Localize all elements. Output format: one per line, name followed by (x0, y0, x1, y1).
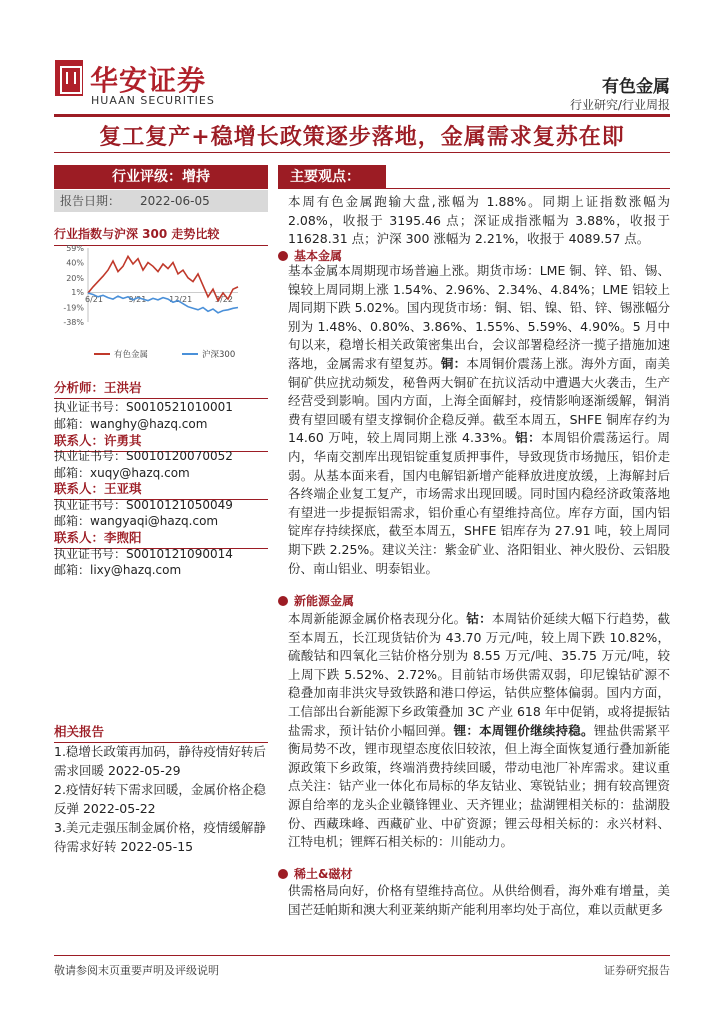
brand-logo-icon (55, 60, 83, 96)
contact3-head: 联系人：李煦阳 (54, 528, 268, 549)
new-energy-paragraph (288, 610, 670, 852)
section-base-metals-label: 基本金属 (294, 249, 343, 263)
contact2-email[interactable]: 邮箱：wangyaqi@hazq.com (54, 514, 219, 528)
page-title: 复工复产+稳增长政策逐步落地，金属需求复苏在即 (99, 124, 625, 150)
analyst-cert: 执业证书号：S0010521010001 (54, 400, 233, 414)
brand-name-en: HUAAN SECURITIES (91, 94, 215, 107)
contact1-email[interactable]: 邮箱：xuqy@hazq.com (54, 466, 190, 480)
related-report-3[interactable]: 3.美元走强压制金属价格，疫情缓解静待需求好转 2022-05-15 (54, 820, 266, 854)
analyst-email[interactable]: 邮箱：wanghy@hazq.com (54, 417, 208, 431)
industry-rating: 行业评级：增持 (54, 165, 268, 189)
sector-title: 有色金属 (602, 77, 670, 97)
title-divider (54, 152, 670, 153)
lithium-label: 锂：本周锂价继续持稳。 (453, 722, 594, 738)
series-line-1 (88, 256, 238, 300)
main-views-divider (386, 188, 670, 189)
report-date-label: 报告日期： (60, 194, 121, 208)
y-tick-label: 20% (66, 273, 84, 283)
footer-label: 证券研究报告 (604, 964, 670, 977)
y-tick-label: 40% (66, 258, 84, 268)
contact2-cert: 执业证书号：S0010121050049 (54, 498, 233, 512)
x-tick-label: 12/21 (169, 295, 193, 305)
base-metals-paragraph (288, 262, 670, 578)
contact3-email[interactable]: 邮箱：lixy@hazq.com (54, 563, 182, 577)
section-new-energy-label: 新能源金属 (294, 594, 355, 608)
contact1-cert: 执业证书号：S0010120070052 (54, 449, 233, 463)
y-tick-label: 59% (66, 244, 84, 253)
cobalt-label: 钴： (466, 611, 492, 626)
related-report-2[interactable]: 2.疫情好转下需求回暖，金属价格企稳反弹 2022-05-22 (54, 782, 266, 816)
related-reports-head: 相关报告 (54, 722, 268, 743)
contact1-head: 联系人：许勇其 (54, 431, 268, 452)
legend-label: 沪深300 (202, 350, 236, 360)
analyst-head: 分析师：王洪岩 (54, 378, 268, 399)
aluminum-label: 铝： (515, 430, 542, 446)
x-tick-label: 9/21 (128, 295, 147, 305)
y-tick-label: 1% (71, 288, 84, 298)
base-metals-intro: 基本金属本周期现市场普遍上涨。期货市场：LME 铜、锌、铅、锡、镍较上周同期上涨 1.54%、2.96%、2.34%、4.84%；LME 铝较上周同期下跌 5.02%。国内现货市场：铜、铝、镍、铅、锌、锡涨幅分别为 1.48%、0.80%、3.86%、1.55%、5.59%、4.90%。5 月中旬以来，稳增长相关政策密集出台，会议部署稳经济一揽子措施加速落地，金属需求有望复苏。 (288, 263, 670, 371)
related-report-1[interactable]: 1.稳增长政策再加码，静待疫情好转后需求回暖 2022-05-29 (54, 744, 266, 778)
footer-divider (54, 955, 670, 956)
brand-name: 华安证券 (90, 64, 207, 97)
header-divider (54, 114, 670, 117)
bullet-icon (278, 869, 288, 879)
chart-title: 行业指数与沪深 300 走势比较 (54, 225, 268, 246)
contact3-cert: 执业证书号：S0010121090014 (54, 547, 233, 561)
cobalt-text: 本周钴价延续大幅下行趋势，截至本周五，长江现货钴价为 43.70 万元/吨，较上周下跌 10.82%，硫酸钴和四氧化三钴价格分别为 8.55 万元/吨、35.75 万元/吨，较上周下跌 5.52%、2.72%。目前钴市场供需双弱，印尼镍钴矿源不稳叠加南非洪灾导致铁路和港口停运，钴供应整体偏弱。国内方面，工信部出台新能源下乡政策叠加 3C 产业 618 年中促销，或将提振钴盐需求，预计钴价小幅回弹。 (288, 611, 670, 738)
bullet-icon (278, 596, 288, 606)
chart-svg (54, 242, 268, 367)
copper-label: 铜： (440, 355, 467, 371)
contact2-head: 联系人：王亚琪 (54, 479, 268, 500)
rare-earth-paragraph: 供需格局向好，价格有望维持高位。从供给侧看，海外难有增量，美国芒廷帕斯和澳大利亚莱纳斯产能利用率均处于高位，难以贡献更多 (288, 883, 670, 917)
report-type: 行业研究/行业周报 (569, 98, 670, 112)
lithium-text: 锂盐供需紧平衡局势不改，锂市现望态度依旧较浓，但上海全面恢复通行叠加新能源政策下乡政策，终端消费持续回暖，带动电池厂补库需求。建议重点关注：钴产业一体化布局标的华友钴业、寒锐钴业；拥有较高锂资源自给率的龙头企业赣锋锂业、天齐锂业；盐湖锂相关标的：盐湖股份、西藏珠峰、西藏矿业、中矿资源；锂云母相关标的：永兴材料、江特电机；锂辉石相关标的：川能动力。 (288, 722, 670, 850)
section-rare-earth (278, 865, 670, 882)
section-new-energy-metals (278, 592, 670, 609)
aluminum-text: 本周铝价震荡运行。周内，华南交割库出现铝锭重复质押事件，导致现货市场抛压，铝价走弱。从基本面来看，国内电解铝新增产能释放进度放缓，上海解封后各终端企业复工复产，市场需求出现回暖。同时国内稳经济政策落地有望进一步提振铝需求，铝价重心有望维持高位。库存方面，国内铝锭库存持续探底，截至本周五，SHFE 铝库存为 27.91 吨，较上周同期下跌 2.25%。建议关注：紫金矿业、洛阳钼业、神火股份、云铝股份、南山铝业、明泰铝业。 (288, 430, 670, 576)
report-date (54, 190, 268, 212)
new-energy-intro: 本周新能源金属价格表现分化。 (288, 611, 467, 626)
x-tick-label: 6/21 (85, 295, 103, 305)
copper-text: 本周铜价震荡上涨。海外方面，南美铜矿供应扰动频发，秘鲁两大铜矿在抗议活动中遭遇大火袭击，生产经营受到影响。国内方面，上海全面解封，疫情影响逐渐缓解，铜消费有望回暖有望支撑铜价企稳反弹。截至本周五，SHFE 铜库存约为 14.60 万吨，较上周同期上涨 4.33%。 (288, 355, 670, 446)
summary-paragraph: 本周有色金属跑输大盘,涨幅为 1.88%。同期上证指数涨幅为 2.08%，收报于 3195.46 点；深证成指涨幅为 3.88%，收报于 11628.31 点；沪深 300 涨幅为 2.21%，收报于 4089.57 点。 (288, 194, 670, 247)
y-tick-label: -19% (63, 303, 84, 313)
main-views-title: 主要观点： (278, 165, 386, 189)
x-tick-label: 3/22 (215, 295, 233, 305)
bullet-icon (278, 251, 288, 261)
index-comparison-chart (54, 242, 268, 367)
footer-disclaimer[interactable]: 敬请参阅末页重要声明及评级说明 (54, 964, 219, 977)
report-date-value: 2022-06-05 (140, 194, 210, 208)
y-tick-label: -38% (63, 318, 84, 327)
section-rare-earth-label: 稀土&磁材 (294, 867, 353, 881)
legend-label: 有色金属 (114, 350, 149, 360)
